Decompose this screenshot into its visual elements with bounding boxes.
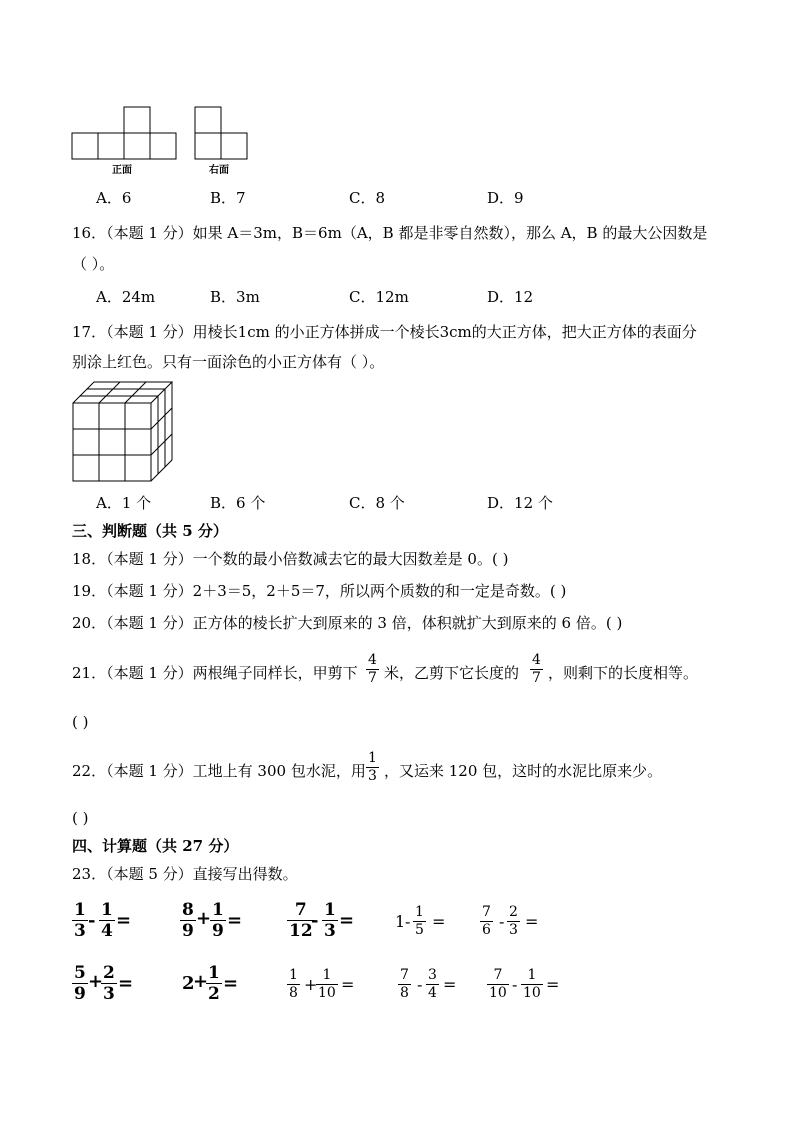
fraction: 1 10 — [318, 967, 336, 1001]
q15-option-a: A．6 — [96, 189, 132, 207]
equals-sign: = — [546, 975, 560, 994]
q18-statement: 18．（本题 1 分）一个数的最小倍数减去它的最大因数差是 0。( ) — [72, 550, 509, 568]
operator: + — [193, 971, 209, 992]
fraction: 1 4 — [101, 900, 113, 941]
whole-number: 1 — [395, 912, 406, 931]
equals-sign: = — [118, 973, 134, 994]
operator: - — [512, 975, 518, 994]
equals-sign: = — [341, 975, 355, 994]
front-view-figure — [72, 106, 182, 162]
fraction: 1 3 — [324, 900, 336, 941]
fraction: 7 8 — [400, 967, 409, 1001]
operator: - — [405, 912, 411, 931]
equals-sign: = — [432, 912, 446, 931]
section-4-heading: 四、计算题（共 27 分） — [72, 837, 239, 855]
fraction: 3 4 — [428, 967, 437, 1001]
operator: + — [304, 975, 318, 994]
fraction: 2 3 — [509, 904, 518, 938]
front-view-label: 正面 — [112, 165, 132, 176]
operator: - — [417, 975, 423, 994]
q16-option-d: D．12 — [487, 288, 534, 306]
equals-sign: = — [339, 910, 355, 931]
q21-text-mid: 米，乙剪下它长度的 — [384, 664, 520, 682]
q15-option-b: B．7 — [210, 189, 246, 207]
q21-text-pre: 21．（本题 1 分）两根绳子同样长，甲剪下 — [72, 664, 358, 682]
fraction: 7 6 — [482, 904, 491, 938]
equals-sign: = — [443, 975, 457, 994]
equals-sign: = — [525, 912, 539, 931]
operator: - — [88, 910, 96, 931]
fraction: 7 10 — [489, 967, 507, 1001]
q16-option-a: A．24m — [96, 288, 156, 306]
q17-question: 17．（本题 1 分）用棱长1cm 的小正方体拼成一个棱长3cm的大正方体，把大正方体的表面分 — [72, 323, 697, 341]
fraction: 1 9 — [212, 900, 224, 941]
cube-3x3x3-figure — [72, 381, 178, 485]
whole-number: 2 — [182, 973, 195, 994]
fraction: 1 3 — [74, 900, 86, 941]
section-3-heading: 三、判断题（共 5 分） — [72, 522, 228, 540]
fraction: 1 10 — [523, 967, 541, 1001]
q16-option-c: C．12m — [349, 288, 409, 306]
fraction: 1 8 — [289, 967, 298, 1001]
q22-fraction: 1 3 — [368, 750, 377, 784]
fraction: 1 5 — [415, 904, 424, 938]
q22-text-post: ，又运来 120 包，这时的水泥比原来少。 — [384, 762, 663, 780]
right-view-figure — [195, 106, 255, 162]
q17-question-cont: 别涂上红色。只有一面涂色的小正方体有（ ）。 — [72, 353, 385, 371]
fraction: 5 9 — [74, 963, 86, 1004]
q17-option-a: A．1 个 — [96, 494, 152, 512]
q17-option-d: D．12 个 — [487, 494, 553, 512]
q21-fraction-1: 4 7 — [368, 652, 377, 686]
q16-question: 16．（本题 1 分）如果 A＝3m，B＝6m（A，B 都是非零自然数），那么 A，B 的最大公因数是 — [72, 224, 708, 242]
q21-text-post: ，则剩下的长度相等。 — [548, 664, 699, 682]
equals-sign: = — [223, 973, 239, 994]
q15-option-d: D．9 — [487, 189, 524, 207]
equals-sign: = — [116, 910, 132, 931]
operator: - — [311, 910, 319, 931]
q20-statement: 20．（本题 1 分）正方体的棱长扩大到原来的 3 倍，体积就扩大到原来的 6 倍。( ) — [72, 614, 623, 632]
q22-answer-blank: ( ) — [72, 809, 89, 827]
q21-answer-blank: ( ) — [72, 713, 89, 731]
q16-option-b: B．3m — [210, 288, 260, 306]
right-view-label: 右面 — [209, 165, 229, 176]
q19-statement: 19．（本题 1 分）2＋3＝5，2＋5＝7，所以两个质数的和一定是奇数。( ) — [72, 582, 567, 600]
fraction: 8 9 — [182, 900, 194, 941]
q21-fraction-2: 4 7 — [532, 652, 541, 686]
fraction: 2 3 — [103, 963, 115, 1004]
q17-option-c: C．8 个 — [349, 494, 405, 512]
q16-blank: （ ）。 — [72, 255, 115, 273]
operator: - — [499, 912, 505, 931]
fraction: 7 12 — [289, 900, 313, 941]
operator: + — [88, 971, 104, 992]
equals-sign: = — [227, 910, 243, 931]
q23-title: 23．（本题 5 分）直接写出得数。 — [72, 865, 298, 883]
operator: + — [196, 908, 212, 929]
fraction: 1 2 — [208, 963, 220, 1004]
q15-option-c: C．8 — [349, 189, 386, 207]
q17-option-b: B．6 个 — [210, 494, 266, 512]
q22-text-pre: 22．（本题 1 分）工地上有 300 包水泥，用 — [72, 762, 366, 780]
